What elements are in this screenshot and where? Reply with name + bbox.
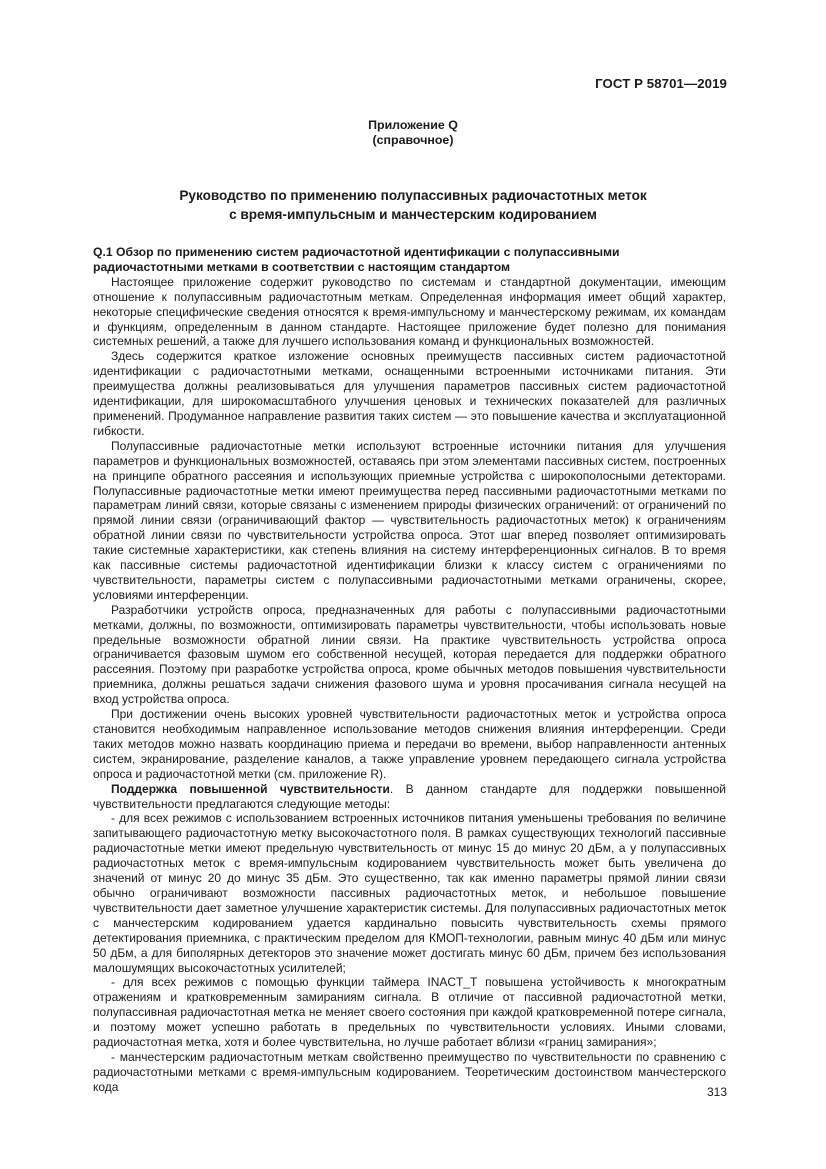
page-number: 313 (706, 1085, 727, 1099)
section-heading-line-2: радиочастотными метками в соответствии с настоящим стандартом (93, 259, 511, 274)
list-item: - для всех режимов с использованием встроенных источников питания уменьшены требования по величине запитывающего радиочастотную метку высокочастотного поля. В рамках существующих технологий пассивные радиочастотные метки имеют предельную чувствительность от минус 15 до минус 20 дБм, а у полупассивных радиочастотных меток с время-импульсным кодированием чувствительность может быть увеличена до значений от минус 20 до минус 35 дБм. Это существенно, так как именно параметры прямой линии связи обычно ограничивают возможности пассивных радиочастотных меток, и небольшое повышение чувствительности дает заметное улучшение характеристик системы. Для полупассивных радиочастотных меток с манчестерским кодированием удается кардинально повысить чувствительность схемы прямого детектирования приемника, с практическим пределом для КМОП-технологии, равным минус 40 дБм или минус 50 дБм, а для биполярных детекторов это значение может достигать минус 60 дБм, причем без использования малошумящих высокочастотных усилителей; (93, 811, 726, 975)
support-lead: Поддержка повышенной чувствительности (111, 781, 390, 796)
list-item: - для всех режимов с помощью функции таймера INACT_T повышена устойчивость к многократным отражениям и кратковременным замираниям сигнала. В отличие от пассивной радиочастотной метки, полупассивная радиочастотная метка не меняет своего состояния при каждой кратковременной потере сигнала, и поэтому может успешно работать в предельных по чувствительности условиях. Иными словами, радиочастотная метка, хотя и более чувствительна, но лучше работает вблизи «границ замирания»; (93, 975, 726, 1050)
annex-heading (0, 118, 826, 148)
section-heading-line-1: Q.1 Обзор по применению систем радиочастотной идентификации с полупассивными (93, 245, 620, 259)
support-paragraph (93, 782, 726, 812)
standard-designation: ГОСТ Р 58701—2019 (595, 76, 727, 91)
document-title-line-2: с время-импульсным и манчестерским кодированием (229, 207, 597, 222)
paragraph: Разработчики устройств опроса, предназначенных для работы с полупассивными радиочастотными метками, должны, по возможности, оптимизировать параметры чувствительности, чтобы использовать новые предельные возможности обратной линии связи. На практике чувствительность устройства опроса ограничивается фазовым шумом его собственной несущей, которая передается для поддержки обратного рассеяния. Поэтому при разработке устройства опроса, кроме обычных методов повышения чувствительности приемника, должны решаться задачи снижения фазового шума и уровня просачивания сигнала несущей на вход устройства опроса. (93, 602, 726, 707)
annex-note: (справочное) (372, 133, 454, 147)
support-rest: . В данном стандарте для поддержки повышенной чувствительности предлагаются следующие методы: (93, 781, 726, 811)
section-heading (93, 245, 726, 275)
annex-title: Приложение Q (368, 118, 458, 132)
paragraph: При достижении очень высоких уровней чувствительности радиочастотных меток и устройства опроса становится необходимым направленное использование методов снижения влияния интерференции. Среди таких методов можно назвать координацию приема и передачи во времени, выбор направленности антенных систем, экранирование, разделение каналов, а также управление уровнем передающего сигнала устройства опроса и радиочастотной метки (см. приложение R). (93, 707, 726, 781)
body-text (93, 245, 726, 1095)
paragraph: Здесь содержится краткое изложение основных преимуществ пассивных систем радиочастотной идентификации с радиочастотными метками, оснащенными встроенными источниками питания. Эти преимущества должны реализовываться для улучшения параметров пассивных систем радиочастотной идентификации, для широкомасштабного улучшения ценовых и технических показателей для различных применений. Продуманное направление развития таких систем — это повышение качества и эксплуатационной гибкости. (93, 349, 726, 438)
paragraph: Настоящее приложение содержит руководство по системам и стандартной документации, имеющим отношение к полупассивным радиочастотным меткам. Определенная информация имеет общий характер, некоторые специфические сведения относятся к время-импульсному и манчестерскому режимам, их командам и функциям, определенным в данном стандарте. Настоящее приложение будет полезно для понимания системных решений, а также для лучшего использования команд и функциональных возможностей. (93, 274, 726, 349)
list-item: - манчестерским радиочастотным меткам свойственно преимущество по чувствительности по сравнению с радиочастотными метками с время-импульсным кодированием. Теоретическим достоинством манчестерского кода (93, 1049, 726, 1094)
document-title (0, 186, 826, 224)
document-title-line-1: Руководство по применению полупассивных радиочастотных меток (179, 188, 647, 203)
paragraph: Полупассивные радиочастотные метки используют встроенные источники питания для улучшения параметров и функциональных возможностей, оставаясь при этом элементами пассивных систем, построенных на принципе обратного рассеяния и использующих приемные устройства с широкополосными детекторами. Полупассивные радиочастотные метки имеют преимущества перед пассивными радиочастотными метками по параметрам линий связи, которые связаны с изменением природы физических ограничений: от ограничений по прямой линии связи (ограничивающий фактор — чувствительность радиочастотных меток) к ограничениям обратной линии связи по чувствительности устройства опроса. Этот шаг вперед позволяет оптимизировать такие системные характеристики, как степень влияния на систему интерференционных сигналов. В то время как пассивные системы радиочастотной идентификации близки к классу систем с ограничениями по чувствительности, параметры систем с полупассивными радиочастотными метками ограничены, скорее, условиями интерференции. (93, 438, 726, 602)
